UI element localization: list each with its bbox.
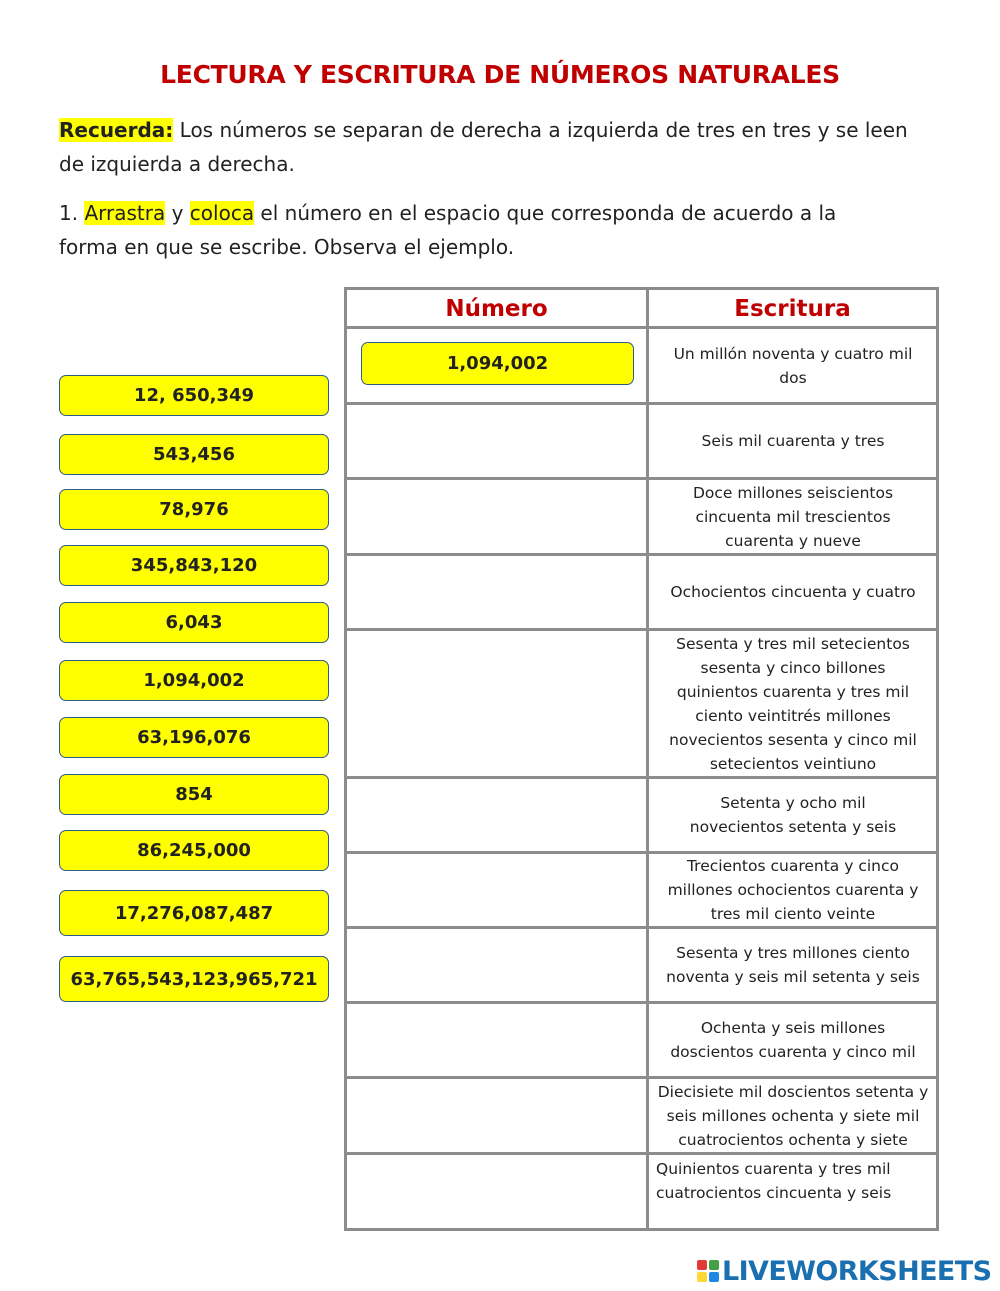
instruction-prefix: 1. bbox=[59, 201, 85, 225]
drop-zone[interactable] bbox=[347, 480, 646, 553]
page-title: LECTURA Y ESCRITURA DE NÚMEROS NATURALES bbox=[160, 60, 840, 89]
written-number-cell: Ochenta y seis millones doscientos cuarenta y cinco mil bbox=[670, 1019, 916, 1061]
logo-square bbox=[709, 1272, 719, 1282]
example-number-chip: 1,094,002 bbox=[361, 342, 634, 385]
drop-zone[interactable] bbox=[347, 1004, 646, 1076]
logo-square bbox=[697, 1272, 707, 1282]
written-number-cell: Ochocientos cincuenta y cuatro bbox=[670, 583, 916, 601]
drop-zone[interactable] bbox=[347, 556, 646, 628]
drop-zone[interactable] bbox=[347, 631, 646, 776]
written-number-cell: Sesenta y tres mil setecientos sesenta y cinco billones quinientos cuarenta y tres mil ciento veintitrés millones novecientos sesenta y cinco mil setecientos veintiuno bbox=[669, 634, 917, 773]
drop-zone[interactable] bbox=[347, 854, 646, 926]
reminder-text-2: de izquierda a derecha. bbox=[59, 152, 295, 176]
reminder-paragraph bbox=[59, 113, 949, 181]
written-number-cell: Doce millones seiscientos cincuenta mil trescientos cuarenta y nueve bbox=[692, 483, 894, 550]
instruction-paragraph bbox=[59, 196, 949, 264]
number-chip[interactable]: 63,765,543,123,965,721 bbox=[59, 956, 329, 1002]
instruction-text-2: forma en que se escribe. Observa el ejemplo. bbox=[59, 235, 515, 259]
number-chip[interactable]: 345,843,120 bbox=[59, 545, 329, 586]
logo-text: LIVEWORKSHEETS bbox=[722, 1255, 992, 1287]
written-number-cell: Seis mil cuarenta y tres bbox=[701, 432, 885, 450]
written-number-cell: Setenta y ocho mil novecientos setenta y seis bbox=[689, 794, 897, 836]
number-chip[interactable]: 854 bbox=[59, 774, 329, 815]
drop-zone[interactable] bbox=[347, 929, 646, 1001]
instruction-word-place: coloca bbox=[189, 201, 255, 225]
instruction-mid: y bbox=[165, 201, 190, 225]
number-chip[interactable]: 63,196,076 bbox=[59, 717, 329, 758]
number-chip[interactable]: 17,276,087,487 bbox=[59, 890, 329, 936]
header-numero: Número bbox=[445, 296, 548, 322]
number-chip[interactable]: 1,094,002 bbox=[59, 660, 329, 701]
drop-zone[interactable] bbox=[347, 1155, 646, 1228]
drop-zone[interactable] bbox=[347, 779, 646, 851]
number-chip[interactable]: 543,456 bbox=[59, 434, 329, 475]
number-chip[interactable]: 86,245,000 bbox=[59, 830, 329, 871]
number-chip[interactable]: 12, 650,349 bbox=[59, 375, 329, 416]
liveworksheets-logo bbox=[697, 1255, 991, 1287]
written-number-cell: Sesenta y tres millones ciento noventa y seis mil setenta y seis bbox=[666, 944, 920, 986]
header-escritura: Escritura bbox=[734, 296, 851, 322]
instruction-word-drag: Arrastra bbox=[84, 201, 166, 225]
written-number-cell: Diecisiete mil doscientos setenta y seis millones ochenta y siete mil cuatrocientos ochenta y siete bbox=[657, 1082, 929, 1149]
table-divider bbox=[646, 287, 649, 1231]
written-number-cell: Quinientos cuarenta y tres mil cuatrocientos cincuenta y seis bbox=[656, 1160, 892, 1202]
drop-zone[interactable] bbox=[347, 1079, 646, 1152]
written-number-cell: Un millón noventa y cuatro mil dos bbox=[673, 345, 913, 387]
number-chip[interactable]: 6,043 bbox=[59, 602, 329, 643]
instruction-text-1: el número en el espacio que corresponda de acuerdo a la bbox=[254, 201, 837, 225]
reminder-text-1: Los números se separan de derecha a izquierda de tres en tres y se leen bbox=[173, 118, 908, 142]
reminder-label: Recuerda: bbox=[59, 118, 174, 142]
logo-square bbox=[697, 1260, 707, 1270]
drop-zone[interactable] bbox=[347, 405, 646, 477]
written-number-cell: Trecientos cuarenta y cinco millones ochocientos cuarenta y tres mil ciento veinte bbox=[667, 857, 919, 923]
number-chip[interactable]: 78,976 bbox=[59, 489, 329, 530]
logo-square bbox=[709, 1260, 719, 1270]
logo-mark-icon bbox=[697, 1260, 719, 1282]
